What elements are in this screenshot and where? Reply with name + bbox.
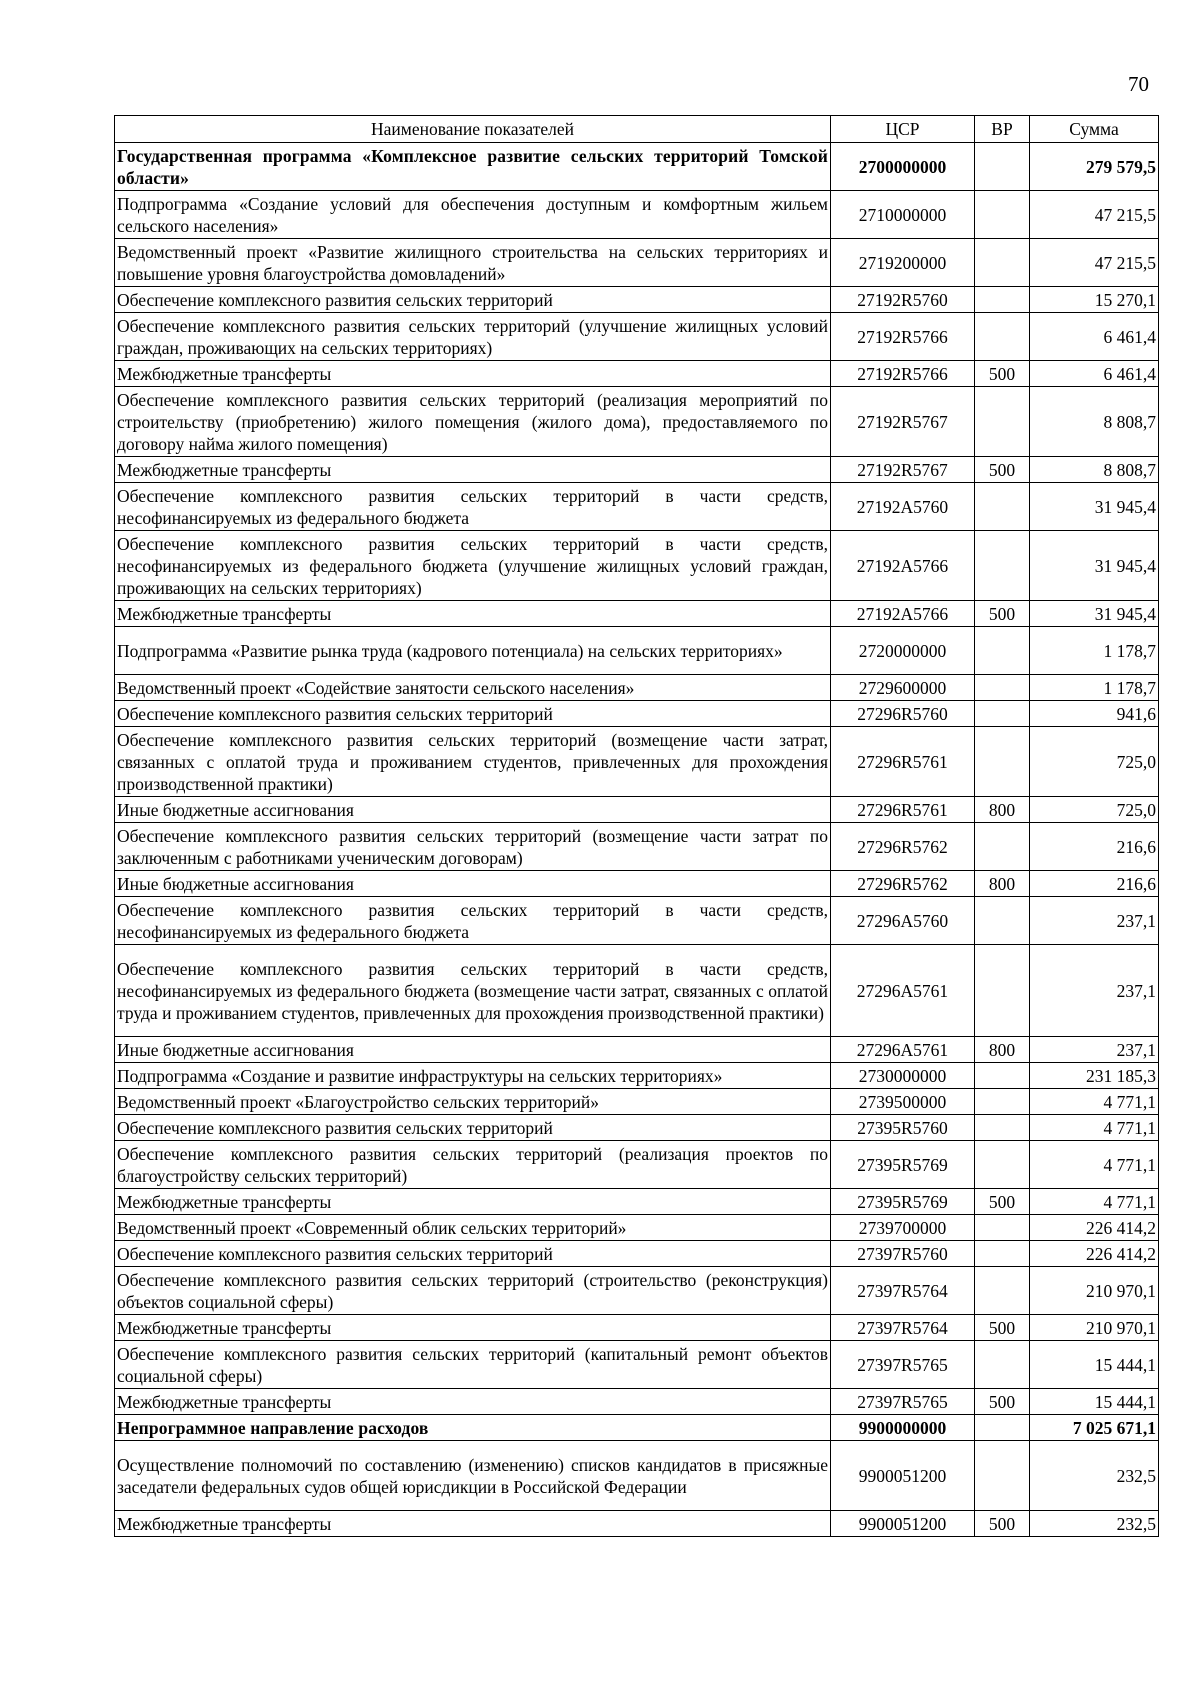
row-csr: 9900051200 xyxy=(831,1511,975,1537)
row-sum: 4 771,1 xyxy=(1030,1089,1159,1115)
row-name: Подпрограмма «Создание условий для обеспечения доступным и комфортным жильем сельского населения» xyxy=(115,191,831,239)
row-csr: 27296R5762 xyxy=(831,823,975,871)
table-row xyxy=(115,191,1159,239)
row-csr: 2730000000 xyxy=(831,1063,975,1089)
row-vr xyxy=(975,1215,1030,1241)
row-sum: 31 945,4 xyxy=(1030,601,1159,627)
row-csr: 27192R5760 xyxy=(831,287,975,313)
table-row xyxy=(115,823,1159,871)
row-sum: 226 414,2 xyxy=(1030,1215,1159,1241)
table-row xyxy=(115,1189,1159,1215)
row-vr xyxy=(975,1267,1030,1315)
row-sum: 6 461,4 xyxy=(1030,313,1159,361)
row-name: Осуществление полномочий по составлению (изменению) списков кандидатов в присяжные заседатели федеральных судов общей юрисдикции в Российской Федерации xyxy=(115,1441,831,1511)
table-row xyxy=(115,1441,1159,1511)
row-csr: 27397R5765 xyxy=(831,1389,975,1415)
table-row xyxy=(115,1315,1159,1341)
row-sum: 1 178,7 xyxy=(1030,675,1159,701)
row-sum: 237,1 xyxy=(1030,1037,1159,1063)
table-row xyxy=(115,627,1159,675)
table-row xyxy=(115,313,1159,361)
table-row xyxy=(115,675,1159,701)
budget-table xyxy=(114,115,1159,1537)
row-vr xyxy=(975,1089,1030,1115)
table-row xyxy=(115,1241,1159,1267)
table-row xyxy=(115,483,1159,531)
row-csr: 27395R5769 xyxy=(831,1141,975,1189)
row-sum: 216,6 xyxy=(1030,823,1159,871)
row-vr xyxy=(975,945,1030,1037)
row-vr xyxy=(975,1241,1030,1267)
row-sum: 231 185,3 xyxy=(1030,1063,1159,1089)
row-csr: 2739700000 xyxy=(831,1215,975,1241)
row-csr: 27397R5765 xyxy=(831,1341,975,1389)
header-csr: ЦСР xyxy=(831,116,975,143)
table-row xyxy=(115,1389,1159,1415)
row-name: Ведомственный проект «Развитие жилищного строительства на сельских территориях и повышение уровня благоустройства домовладений» xyxy=(115,239,831,287)
row-vr: 800 xyxy=(975,797,1030,823)
row-vr xyxy=(975,1415,1030,1441)
row-csr: 27296A5761 xyxy=(831,945,975,1037)
row-sum: 15 444,1 xyxy=(1030,1341,1159,1389)
table-row xyxy=(115,1063,1159,1089)
row-sum: 4 771,1 xyxy=(1030,1141,1159,1189)
table-row xyxy=(115,143,1159,191)
row-name: Межбюджетные трансферты xyxy=(115,1389,831,1415)
row-csr: 2739500000 xyxy=(831,1089,975,1115)
table-row xyxy=(115,239,1159,287)
row-csr: 27192R5767 xyxy=(831,387,975,457)
row-vr xyxy=(975,727,1030,797)
table-row xyxy=(115,1267,1159,1315)
table-row xyxy=(115,457,1159,483)
row-sum: 4 771,1 xyxy=(1030,1115,1159,1141)
row-name: Обеспечение комплексного развития сельских территорий xyxy=(115,1241,831,1267)
row-sum: 47 215,5 xyxy=(1030,239,1159,287)
row-name: Подпрограмма «Создание и развитие инфраструктуры на сельских территориях» xyxy=(115,1063,831,1089)
row-csr: 27296R5762 xyxy=(831,871,975,897)
row-sum: 232,5 xyxy=(1030,1441,1159,1511)
table-row xyxy=(115,1089,1159,1115)
header-sum: Сумма xyxy=(1030,116,1159,143)
row-name: Обеспечение комплексного развития сельских территорий (строительство (реконструкция) объектов социальной сферы) xyxy=(115,1267,831,1315)
row-sum: 31 945,4 xyxy=(1030,483,1159,531)
row-csr: 2720000000 xyxy=(831,627,975,675)
row-vr xyxy=(975,387,1030,457)
table-row xyxy=(115,1037,1159,1063)
row-csr: 27397R5764 xyxy=(831,1315,975,1341)
row-csr: 27192R5767 xyxy=(831,457,975,483)
row-vr xyxy=(975,1441,1030,1511)
row-name: Подпрограмма «Развитие рынка труда (кадрового потенциала) на сельских территориях» xyxy=(115,627,831,675)
row-vr: 800 xyxy=(975,1037,1030,1063)
row-vr xyxy=(975,701,1030,727)
row-sum: 725,0 xyxy=(1030,727,1159,797)
row-sum: 232,5 xyxy=(1030,1511,1159,1537)
table-row xyxy=(115,797,1159,823)
row-vr xyxy=(975,531,1030,601)
row-sum: 237,1 xyxy=(1030,945,1159,1037)
table-row xyxy=(115,1341,1159,1389)
row-vr xyxy=(975,1141,1030,1189)
row-sum: 725,0 xyxy=(1030,797,1159,823)
row-csr: 2719200000 xyxy=(831,239,975,287)
table-row xyxy=(115,601,1159,627)
row-csr: 2710000000 xyxy=(831,191,975,239)
row-sum: 210 970,1 xyxy=(1030,1267,1159,1315)
header-row xyxy=(115,116,1159,143)
table-row xyxy=(115,287,1159,313)
table-body xyxy=(115,143,1159,1537)
row-name: Обеспечение комплексного развития сельских территорий (возмещение части затрат по заключенным с работниками ученическим договорам) xyxy=(115,823,831,871)
row-vr xyxy=(975,675,1030,701)
row-name: Обеспечение комплексного развития сельских территорий (капитальный ремонт объектов социальной сферы) xyxy=(115,1341,831,1389)
table-row xyxy=(115,361,1159,387)
row-vr xyxy=(975,191,1030,239)
row-vr: 500 xyxy=(975,601,1030,627)
row-vr xyxy=(975,897,1030,945)
row-csr: 27192R5766 xyxy=(831,313,975,361)
row-sum: 941,6 xyxy=(1030,701,1159,727)
table-row xyxy=(115,727,1159,797)
row-csr: 27296R5760 xyxy=(831,701,975,727)
row-csr: 27397R5760 xyxy=(831,1241,975,1267)
table-row xyxy=(115,1511,1159,1537)
row-csr: 27296A5761 xyxy=(831,1037,975,1063)
table-row xyxy=(115,701,1159,727)
row-sum: 15 444,1 xyxy=(1030,1389,1159,1415)
row-vr: 500 xyxy=(975,1389,1030,1415)
row-name: Иные бюджетные ассигнования xyxy=(115,871,831,897)
row-sum: 237,1 xyxy=(1030,897,1159,945)
row-vr: 500 xyxy=(975,361,1030,387)
row-name: Межбюджетные трансферты xyxy=(115,601,831,627)
row-vr xyxy=(975,823,1030,871)
row-csr: 27395R5760 xyxy=(831,1115,975,1141)
row-name: Обеспечение комплексного развития сельских территорий xyxy=(115,1115,831,1141)
header-name: Наименование показателей xyxy=(115,116,831,143)
table-row xyxy=(115,1115,1159,1141)
table-header xyxy=(115,116,1159,143)
row-name: Обеспечение комплексного развития сельских территорий (реализация проектов по благоустройству сельских территорий) xyxy=(115,1141,831,1189)
row-name: Иные бюджетные ассигнования xyxy=(115,797,831,823)
row-vr xyxy=(975,1063,1030,1089)
row-name: Обеспечение комплексного развития сельских территорий в части средств, несофинансируемых из федерального бюджета xyxy=(115,897,831,945)
row-vr: 500 xyxy=(975,457,1030,483)
row-csr: 27296A5760 xyxy=(831,897,975,945)
row-csr: 27192R5766 xyxy=(831,361,975,387)
row-name: Обеспечение комплексного развития сельских территорий (реализация мероприятий по строительству (приобретению) жилого помещения (жилого дома), предоставляемого по договору найма жилого помещения) xyxy=(115,387,831,457)
row-name: Ведомственный проект «Современный облик сельских территорий» xyxy=(115,1215,831,1241)
row-name: Обеспечение комплексного развития сельских территорий (улучшение жилищных условий граждан, проживающих на сельских территориях) xyxy=(115,313,831,361)
row-vr xyxy=(975,483,1030,531)
row-vr: 500 xyxy=(975,1189,1030,1215)
table-row xyxy=(115,531,1159,601)
row-sum: 226 414,2 xyxy=(1030,1241,1159,1267)
row-sum: 1 178,7 xyxy=(1030,627,1159,675)
row-sum: 31 945,4 xyxy=(1030,531,1159,601)
row-name: Обеспечение комплексного развития сельских территорий в части средств, несофинансируемых из федерального бюджета (улучшение жилищных условий граждан, проживающих на сельских территориях) xyxy=(115,531,831,601)
row-vr xyxy=(975,313,1030,361)
row-vr: 500 xyxy=(975,1315,1030,1341)
table-row xyxy=(115,1215,1159,1241)
row-name: Обеспечение комплексного развития сельских территорий в части средств, несофинансируемых из федерального бюджета (возмещение части затрат, связанных с оплатой труда и проживанием студентов, привлеченных для прохождения производственной практики) xyxy=(115,945,831,1037)
row-name: Ведомственный проект «Благоустройство сельских территорий» xyxy=(115,1089,831,1115)
row-sum: 216,6 xyxy=(1030,871,1159,897)
page-number: 70 xyxy=(1128,72,1149,96)
row-sum: 8 808,7 xyxy=(1030,387,1159,457)
row-vr: 500 xyxy=(975,1511,1030,1537)
row-name: Межбюджетные трансферты xyxy=(115,361,831,387)
row-sum: 279 579,5 xyxy=(1030,143,1159,191)
row-csr: 27192A5760 xyxy=(831,483,975,531)
row-name: Обеспечение комплексного развития сельских территорий (возмещение части затрат, связанных с оплатой труда и проживанием студентов, привлеченных для прохождения производственной практики) xyxy=(115,727,831,797)
row-vr xyxy=(975,287,1030,313)
row-vr xyxy=(975,1341,1030,1389)
row-name: Иные бюджетные ассигнования xyxy=(115,1037,831,1063)
row-name: Межбюджетные трансферты xyxy=(115,457,831,483)
row-sum: 47 215,5 xyxy=(1030,191,1159,239)
row-csr: 2729600000 xyxy=(831,675,975,701)
row-name: Обеспечение комплексного развития сельских территорий xyxy=(115,701,831,727)
table-row xyxy=(115,897,1159,945)
row-name: Межбюджетные трансферты xyxy=(115,1315,831,1341)
row-name: Межбюджетные трансферты xyxy=(115,1189,831,1215)
row-csr: 27395R5769 xyxy=(831,1189,975,1215)
row-csr: 9900000000 xyxy=(831,1415,975,1441)
table-row xyxy=(115,1415,1159,1441)
row-name: Ведомственный проект «Содействие занятости сельского населения» xyxy=(115,675,831,701)
table-row xyxy=(115,1141,1159,1189)
row-vr xyxy=(975,143,1030,191)
row-csr: 2700000000 xyxy=(831,143,975,191)
row-name: Межбюджетные трансферты xyxy=(115,1511,831,1537)
row-vr: 800 xyxy=(975,871,1030,897)
table-row xyxy=(115,387,1159,457)
row-vr xyxy=(975,627,1030,675)
row-sum: 6 461,4 xyxy=(1030,361,1159,387)
row-name: Государственная программа «Комплексное развитие сельских территорий Томской области» xyxy=(115,143,831,191)
row-sum: 210 970,1 xyxy=(1030,1315,1159,1341)
row-csr: 27397R5764 xyxy=(831,1267,975,1315)
row-name: Непрограммное направление расходов xyxy=(115,1415,831,1441)
row-csr: 27192A5766 xyxy=(831,601,975,627)
row-sum: 8 808,7 xyxy=(1030,457,1159,483)
row-csr: 27296R5761 xyxy=(831,797,975,823)
row-sum: 4 771,1 xyxy=(1030,1189,1159,1215)
row-csr: 27296R5761 xyxy=(831,727,975,797)
row-vr xyxy=(975,1115,1030,1141)
row-name: Обеспечение комплексного развития сельских территорий в части средств, несофинансируемых из федерального бюджета xyxy=(115,483,831,531)
row-name: Обеспечение комплексного развития сельских территорий xyxy=(115,287,831,313)
row-sum: 15 270,1 xyxy=(1030,287,1159,313)
row-vr xyxy=(975,239,1030,287)
row-csr: 27192A5766 xyxy=(831,531,975,601)
row-csr: 9900051200 xyxy=(831,1441,975,1511)
header-vr: ВР xyxy=(975,116,1030,143)
table-row xyxy=(115,871,1159,897)
row-sum: 7 025 671,1 xyxy=(1030,1415,1159,1441)
table-row xyxy=(115,945,1159,1037)
